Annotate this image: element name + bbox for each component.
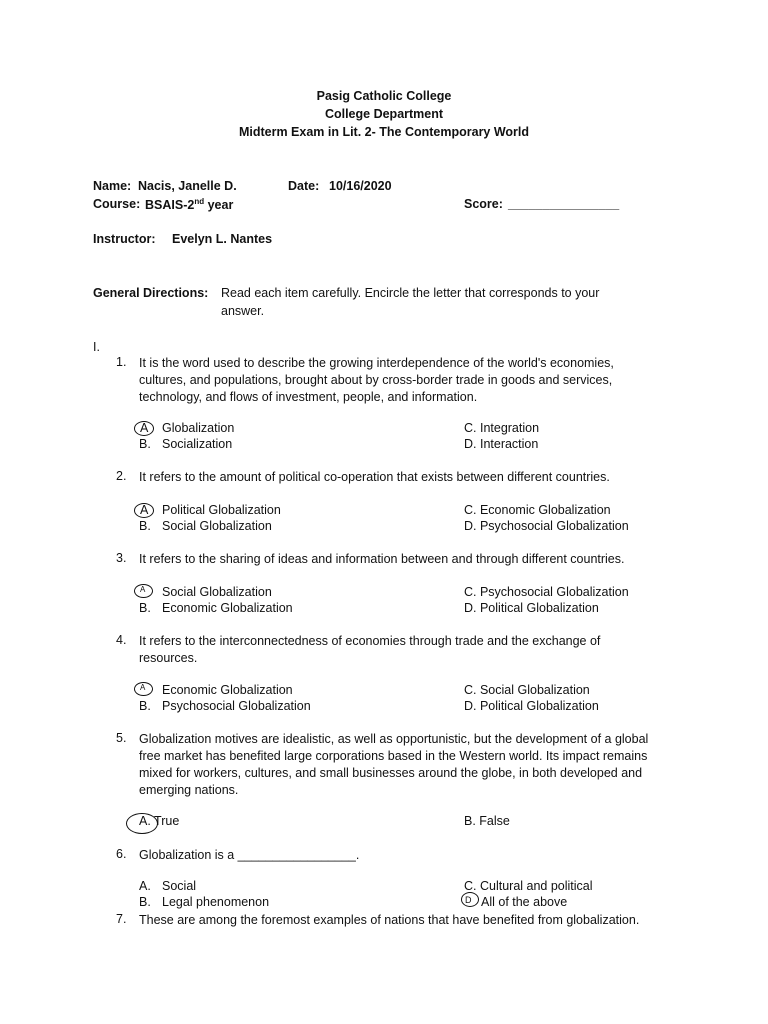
directions-label: General Directions: — [93, 286, 209, 300]
option-letter[interactable]: A — [140, 421, 149, 435]
question-line: technology, and flows of investment, people, and information. — [139, 390, 478, 404]
question-line: emerging nations. — [139, 783, 239, 797]
option-letter[interactable]: A — [140, 683, 146, 692]
question-number: 7. — [116, 912, 127, 926]
option-text: Legal phenomenon — [162, 895, 270, 909]
question-text — [139, 355, 679, 406]
question-text — [139, 551, 679, 568]
option-letter[interactable]: A. — [139, 879, 151, 893]
question-line: It is the word used to describe the growing interdependence of the world's economies, — [139, 356, 614, 370]
directions-line-2: answer. — [221, 304, 265, 318]
option-text: Psychosocial Globalization — [162, 699, 311, 713]
instructor-value: Evelyn L. Nantes — [172, 232, 273, 246]
question-number: 6. — [116, 847, 127, 861]
question-number: 5. — [116, 731, 127, 745]
option-text: Economic Globalization — [162, 601, 293, 615]
option-letter[interactable]: A — [140, 503, 149, 517]
option-letter[interactable]: B. — [139, 699, 151, 713]
question-text — [139, 847, 679, 864]
directions-line-1: Read each item carefully. Encircle the letter that corresponds to your — [221, 286, 600, 300]
question-text — [139, 912, 679, 929]
department-name: College Department — [324, 107, 444, 121]
option-letter[interactable]: D — [465, 895, 472, 905]
question-number: 4. — [116, 633, 127, 647]
option-c[interactable]: C. Social Globalization — [464, 683, 590, 697]
question-line: It refers to the interconnectedness of economies through trade and the exchange of — [139, 634, 601, 648]
option-letter[interactable]: A — [140, 585, 146, 594]
course-value — [145, 197, 233, 212]
option-text: All of the above — [481, 895, 568, 909]
option-d[interactable]: D. Political Globalization — [464, 601, 599, 615]
option-false[interactable]: B. False — [464, 814, 510, 828]
question-line: Globalization is a _________________. — [139, 848, 360, 862]
option-letter[interactable]: B. — [139, 601, 151, 615]
option-d[interactable]: D. Psychosocial Globalization — [464, 519, 629, 533]
date-label: Date: — [288, 179, 320, 193]
name-label: Name: — [93, 179, 132, 193]
question-number: 3. — [116, 551, 127, 565]
school-name: Pasig Catholic College — [316, 89, 452, 103]
score-blank: ________________ — [508, 197, 620, 211]
option-text: Globalization — [162, 421, 235, 435]
name-value: Nacis, Janelle D. — [138, 179, 237, 193]
question-text — [139, 731, 679, 799]
question-number: 1. — [116, 355, 127, 369]
option-text: Social — [162, 879, 197, 893]
question-line: resources. — [139, 651, 198, 665]
option-text: Social Globalization — [162, 519, 272, 533]
instructor-label: Instructor: — [93, 232, 156, 246]
option-text: Economic Globalization — [162, 683, 293, 697]
question-text — [139, 633, 679, 667]
option-letter[interactable]: B. — [139, 895, 151, 909]
option-text: Socialization — [162, 437, 233, 451]
option-c[interactable]: C. Psychosocial Globalization — [464, 585, 629, 599]
question-line: Globalization motives are idealistic, as well as opportunistic, but the development of a global — [139, 732, 649, 746]
course-label: Course: — [93, 197, 141, 211]
option-c[interactable]: C. Economic Globalization — [464, 503, 611, 517]
question-line: It refers to the sharing of ideas and information between and through different countries. — [139, 552, 625, 566]
option-letter[interactable]: B. — [139, 519, 151, 533]
option-c[interactable]: C. Cultural and political — [464, 879, 593, 893]
option-text: Political Globalization — [162, 503, 281, 517]
option-d[interactable]: D. Interaction — [464, 437, 539, 451]
course-program: BSAIS-2 — [145, 198, 195, 213]
question-number: 2. — [116, 469, 127, 483]
question-line: free market has benefited large corporations based in the Western world. Its impact remains — [139, 749, 648, 763]
question-line: cultures, and populations, brought about by cross-border trade in goods and services, — [139, 373, 613, 387]
option-d[interactable]: D. Political Globalization — [464, 699, 599, 713]
option-text: Social Globalization — [162, 585, 272, 599]
score-label: Score: — [464, 197, 503, 211]
question-line: These are among the foremost examples of nations that have benefited from globalization. — [139, 913, 640, 927]
course-superscript: nd — [194, 197, 205, 206]
exam-title: Midterm Exam in Lit. 2- The Contemporary World — [238, 125, 530, 139]
question-line: It refers to the amount of political co-operation that exists between different countries. — [139, 470, 610, 484]
question-line: mixed for workers, cultures, and small businesses around the globe, in both developed and — [139, 766, 643, 780]
date-value: 10/16/2020 — [329, 179, 392, 193]
option-true[interactable]: A. True — [139, 814, 180, 828]
option-letter[interactable]: B. — [139, 437, 151, 451]
course-year: year — [204, 198, 234, 213]
section-label: I. — [93, 340, 100, 354]
question-text — [139, 469, 679, 486]
option-c[interactable]: C. Integration — [464, 421, 540, 435]
